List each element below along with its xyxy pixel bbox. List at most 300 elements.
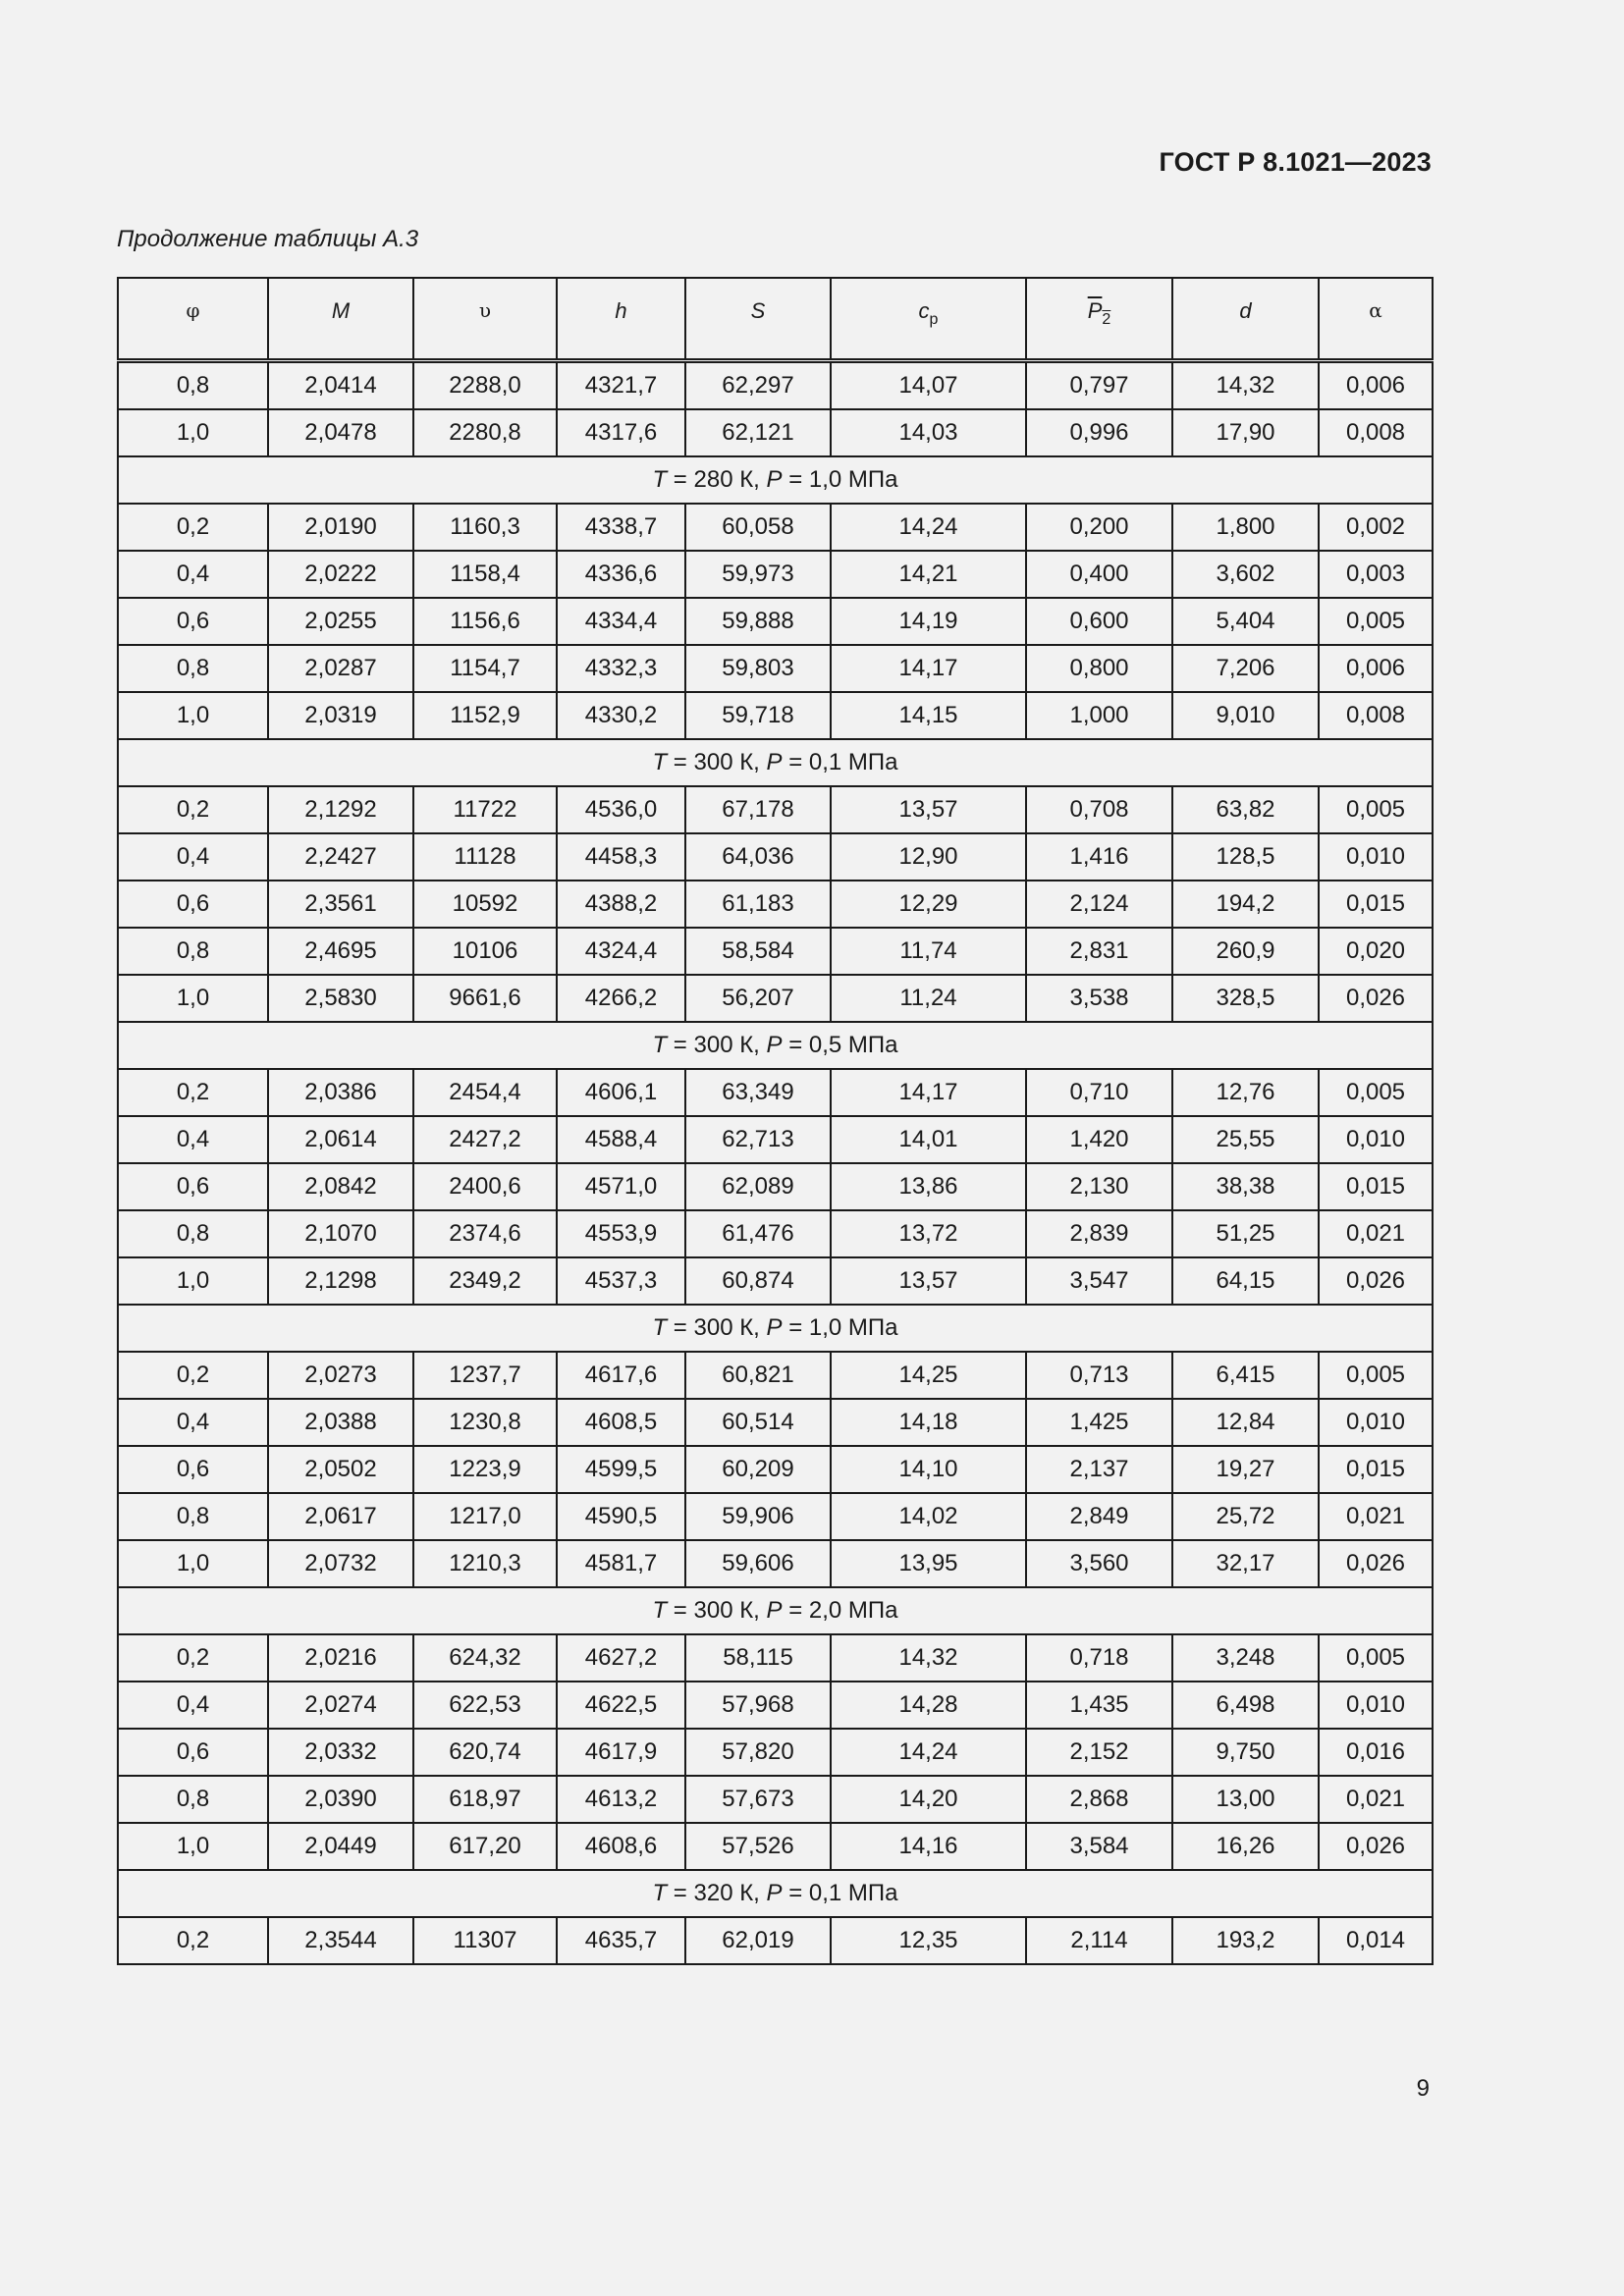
table-cell: 0,008 <box>1319 409 1433 456</box>
table-cell: 2,4695 <box>268 928 413 975</box>
table-cell: 0,8 <box>118 1210 268 1257</box>
table-cell: 2400,6 <box>413 1163 557 1210</box>
table-cell: 1237,7 <box>413 1352 557 1399</box>
table-row <box>118 1069 1433 1116</box>
table-cell: 4266,2 <box>557 975 685 1022</box>
table-cell: 1,435 <box>1026 1682 1172 1729</box>
table-cell: 4317,6 <box>557 409 685 456</box>
table-cell: 0,010 <box>1319 1116 1433 1163</box>
table-cell: 9,010 <box>1172 692 1319 739</box>
table-cell: 62,121 <box>685 409 831 456</box>
table-cell: 57,526 <box>685 1823 831 1870</box>
table-cell: 0,6 <box>118 881 268 928</box>
table-cell: 1,0 <box>118 692 268 739</box>
table-cell: 59,606 <box>685 1540 831 1587</box>
table-cell: 60,209 <box>685 1446 831 1493</box>
table-cell: 59,803 <box>685 645 831 692</box>
table-cell: 0,020 <box>1319 928 1433 975</box>
table-cell: 14,10 <box>831 1446 1026 1493</box>
group-p-sym: P <box>766 465 783 493</box>
table-cell: 4324,4 <box>557 928 685 975</box>
table-cell: 14,17 <box>831 1069 1026 1116</box>
table-cell: 14,24 <box>831 504 1026 551</box>
group-p-text: = 0,1 МПа <box>782 748 898 775</box>
table-cell: 1152,9 <box>413 692 557 739</box>
table-cell: 2,0287 <box>268 645 413 692</box>
group-condition <box>118 739 1433 786</box>
table-cell: 4332,3 <box>557 645 685 692</box>
group-p-sym: P <box>766 1031 783 1058</box>
table-cell: 38,38 <box>1172 1163 1319 1210</box>
table-cell: 3,547 <box>1026 1257 1172 1305</box>
table-row <box>118 598 1433 645</box>
table-cell: 2,0386 <box>268 1069 413 1116</box>
table-cell: 4617,6 <box>557 1352 685 1399</box>
table-row <box>118 1493 1433 1540</box>
group-t-sym: T <box>652 1596 668 1624</box>
table-cell: 0,026 <box>1319 1823 1433 1870</box>
data-table <box>117 277 1434 1965</box>
group-t-sym: T <box>652 1313 668 1341</box>
table-cell: 13,57 <box>831 786 1026 833</box>
table-cell: 4537,3 <box>557 1257 685 1305</box>
table-cell: 0,016 <box>1319 1729 1433 1776</box>
table-cell: 12,35 <box>831 1917 1026 1964</box>
group-t-text: = 300 К, <box>667 748 767 775</box>
table-cell: 3,602 <box>1172 551 1319 598</box>
group-p-text: = 1,0 МПа <box>782 465 898 493</box>
table-cell: 0,2 <box>118 1352 268 1399</box>
group-t-text: = 280 К, <box>667 465 767 493</box>
table-cell: 59,973 <box>685 551 831 598</box>
table-cell: 2,831 <box>1026 928 1172 975</box>
table-cell: 3,584 <box>1026 1823 1172 1870</box>
table-header <box>118 278 1433 360</box>
table-cell: 4581,7 <box>557 1540 685 1587</box>
table-cell: 9,750 <box>1172 1729 1319 1776</box>
table-cell: 0,8 <box>118 928 268 975</box>
column-subscript: p <box>929 311 939 328</box>
table-cell: 60,821 <box>685 1352 831 1399</box>
table-cell: 0,2 <box>118 786 268 833</box>
table-cell: 2427,2 <box>413 1116 557 1163</box>
table-cell: 0,021 <box>1319 1776 1433 1823</box>
table-cell: 0,008 <box>1319 692 1433 739</box>
table-cell: 0,8 <box>118 645 268 692</box>
table-row <box>118 1540 1433 1587</box>
table-cell: 2,0332 <box>268 1729 413 1776</box>
table-cell: 624,32 <box>413 1634 557 1682</box>
table-cell: 4588,4 <box>557 1116 685 1163</box>
table-row <box>118 1634 1433 1682</box>
table-cell: 2,0617 <box>268 1493 413 1540</box>
table-cell: 6,415 <box>1172 1352 1319 1399</box>
table-cell: 9661,6 <box>413 975 557 1022</box>
table-cell: 328,5 <box>1172 975 1319 1022</box>
table-cell: 0,4 <box>118 1116 268 1163</box>
table-cell: 58,584 <box>685 928 831 975</box>
table-cell: 13,72 <box>831 1210 1026 1257</box>
table-cell: 0,010 <box>1319 1399 1433 1446</box>
table-cell: 4336,6 <box>557 551 685 598</box>
table-cell: 2,0414 <box>268 360 413 409</box>
column-symbol: d <box>1239 298 1252 323</box>
table-cell: 0,2 <box>118 1069 268 1116</box>
table-cell: 1,0 <box>118 409 268 456</box>
table-cell: 67,178 <box>685 786 831 833</box>
column-symbol: h <box>615 298 627 323</box>
table-cell: 2,849 <box>1026 1493 1172 1540</box>
table-cell: 1210,3 <box>413 1540 557 1587</box>
table-cell: 12,84 <box>1172 1399 1319 1446</box>
table-cell: 4608,5 <box>557 1399 685 1446</box>
table-cell: 58,115 <box>685 1634 831 1682</box>
table-cell: 0,996 <box>1026 409 1172 456</box>
table-cell: 10106 <box>413 928 557 975</box>
table-cell: 11722 <box>413 786 557 833</box>
table-cell: 10592 <box>413 881 557 928</box>
group-t-text: = 300 К, <box>667 1596 767 1624</box>
table-cell: 60,058 <box>685 504 831 551</box>
table-cell: 0,005 <box>1319 1352 1433 1399</box>
table-cell: 4338,7 <box>557 504 685 551</box>
table-row <box>118 692 1433 739</box>
table-cell: 0,4 <box>118 1682 268 1729</box>
table-cell: 62,713 <box>685 1116 831 1163</box>
table-cell: 14,15 <box>831 692 1026 739</box>
table-cell: 0,003 <box>1319 551 1433 598</box>
table-cell: 14,24 <box>831 1729 1026 1776</box>
table-cell: 0,002 <box>1319 504 1433 551</box>
table-cell: 14,19 <box>831 598 1026 645</box>
table-cell: 14,18 <box>831 1399 1026 1446</box>
group-t-sym: T <box>652 748 668 775</box>
group-t-text: = 300 К, <box>667 1313 767 1341</box>
table-cell: 1,425 <box>1026 1399 1172 1446</box>
table-cell: 0,718 <box>1026 1634 1172 1682</box>
column-symbol: υ <box>478 298 492 322</box>
table-cell: 0,2 <box>118 1917 268 1964</box>
table-cell: 12,76 <box>1172 1069 1319 1116</box>
table-cell: 0,4 <box>118 833 268 881</box>
table-cell: 2,0222 <box>268 551 413 598</box>
table-cell: 63,349 <box>685 1069 831 1116</box>
table-cell: 14,03 <box>831 409 1026 456</box>
table-cell: 1,420 <box>1026 1116 1172 1163</box>
group-condition <box>118 1022 1433 1069</box>
column-symbol: $\overline{P}$ <box>1087 298 1103 323</box>
table-cell: 25,55 <box>1172 1116 1319 1163</box>
table-cell: 4321,7 <box>557 360 685 409</box>
table-cell: 2,0478 <box>268 409 413 456</box>
table-cell: 2,0319 <box>268 692 413 739</box>
table-cell: 2374,6 <box>413 1210 557 1257</box>
table-cell: 4590,5 <box>557 1493 685 1540</box>
table-row <box>118 1399 1433 1446</box>
table-cell: 0,200 <box>1026 504 1172 551</box>
table-cell: 3,538 <box>1026 975 1172 1022</box>
column-symbol: φ <box>186 298 200 322</box>
table-cell: 1,0 <box>118 1257 268 1305</box>
table-cell: 13,95 <box>831 1540 1026 1587</box>
group-p-text: = 1,0 МПа <box>782 1313 898 1341</box>
table-row <box>118 1729 1433 1776</box>
table-cell: 2,0842 <box>268 1163 413 1210</box>
table-cell: 0,026 <box>1319 1257 1433 1305</box>
column-header <box>118 278 268 360</box>
table-row <box>118 1917 1433 1964</box>
table-row <box>118 1116 1433 1163</box>
table-cell: 19,27 <box>1172 1446 1319 1493</box>
table-cell: 11128 <box>413 833 557 881</box>
table-cell: 0,8 <box>118 1776 268 1823</box>
table-cell: 0,600 <box>1026 598 1172 645</box>
table-row <box>118 833 1433 881</box>
group-t-sym: T <box>652 1879 668 1906</box>
table-row <box>118 975 1433 1022</box>
table-cell: 14,16 <box>831 1823 1026 1870</box>
table-cell: 0,021 <box>1319 1493 1433 1540</box>
table-cell: 1154,7 <box>413 645 557 692</box>
table-cell: 14,28 <box>831 1682 1026 1729</box>
table-cell: 13,00 <box>1172 1776 1319 1823</box>
table-cell: 2,1298 <box>268 1257 413 1305</box>
table-cell: 6,498 <box>1172 1682 1319 1729</box>
table-cell: 0,6 <box>118 1163 268 1210</box>
table-cell: 2,0190 <box>268 504 413 551</box>
table-cell: 0,713 <box>1026 1352 1172 1399</box>
group-header-row <box>118 739 1433 786</box>
table-cell: 2280,8 <box>413 409 557 456</box>
group-condition <box>118 1587 1433 1634</box>
table-cell: 0,026 <box>1319 975 1433 1022</box>
table-cell: 0,708 <box>1026 786 1172 833</box>
group-t-sym: T <box>652 465 668 493</box>
group-p-sym: P <box>766 1879 783 1906</box>
table-cell: 193,2 <box>1172 1917 1319 1964</box>
group-t-sym: T <box>652 1031 668 1058</box>
table-cell: 0,2 <box>118 1634 268 1682</box>
table-cell: 0,4 <box>118 551 268 598</box>
table-cell: 2,0255 <box>268 598 413 645</box>
table-cell: 51,25 <box>1172 1210 1319 1257</box>
table-cell: 0,6 <box>118 1446 268 1493</box>
table-cell: 2,130 <box>1026 1163 1172 1210</box>
table-cell: 2454,4 <box>413 1069 557 1116</box>
table-cell: 1156,6 <box>413 598 557 645</box>
table-cell: 0,005 <box>1319 1069 1433 1116</box>
table-cell: 194,2 <box>1172 881 1319 928</box>
table-cell: 4617,9 <box>557 1729 685 1776</box>
table-cell: 5,404 <box>1172 598 1319 645</box>
table-cell: 4627,2 <box>557 1634 685 1682</box>
column-header <box>413 278 557 360</box>
table-cell: 61,183 <box>685 881 831 928</box>
group-header-row <box>118 456 1433 504</box>
table-row <box>118 504 1433 551</box>
table-cell: 2,0390 <box>268 1776 413 1823</box>
table-cell: 2,0449 <box>268 1823 413 1870</box>
table-cell: 620,74 <box>413 1729 557 1776</box>
table-row <box>118 1823 1433 1870</box>
table-cell: 2,0732 <box>268 1540 413 1587</box>
group-p-text: = 2,0 МПа <box>782 1596 898 1624</box>
table-cell: 0,014 <box>1319 1917 1433 1964</box>
table-row <box>118 1163 1433 1210</box>
table-cell: 4388,2 <box>557 881 685 928</box>
table-cell: 0,400 <box>1026 551 1172 598</box>
table-cell: 64,036 <box>685 833 831 881</box>
group-t-text: = 320 К, <box>667 1879 767 1906</box>
table-cell: 4622,5 <box>557 1682 685 1729</box>
table-cell: 0,005 <box>1319 598 1433 645</box>
table-cell: 11,24 <box>831 975 1026 1022</box>
table-cell: 3,248 <box>1172 1634 1319 1682</box>
column-header <box>685 278 831 360</box>
table-cell: 0,005 <box>1319 1634 1433 1682</box>
table-cell: 59,906 <box>685 1493 831 1540</box>
table-cell: 0,6 <box>118 598 268 645</box>
table-row <box>118 928 1433 975</box>
table-cell: 0,026 <box>1319 1540 1433 1587</box>
table-cell: 4536,0 <box>557 786 685 833</box>
table-cell: 4330,2 <box>557 692 685 739</box>
table-cell: 0,2 <box>118 504 268 551</box>
table-cell: 2,0388 <box>268 1399 413 1446</box>
table-cell: 62,019 <box>685 1917 831 1964</box>
table-cell: 2,0216 <box>268 1634 413 1682</box>
table-cell: 4571,0 <box>557 1163 685 1210</box>
table-row <box>118 645 1433 692</box>
table-cell: 2,1292 <box>268 786 413 833</box>
table-cell: 0,021 <box>1319 1210 1433 1257</box>
table-cell: 60,874 <box>685 1257 831 1305</box>
table-cell: 1,800 <box>1172 504 1319 551</box>
table-cell: 2,3544 <box>268 1917 413 1964</box>
group-p-text: = 0,1 МПа <box>782 1879 898 1906</box>
column-header <box>557 278 685 360</box>
table-cell: 2,0273 <box>268 1352 413 1399</box>
table-cell: 13,57 <box>831 1257 1026 1305</box>
table-cell: 1,416 <box>1026 833 1172 881</box>
table-cell: 260,9 <box>1172 928 1319 975</box>
column-symbol: M <box>331 298 351 323</box>
table-cell: 2349,2 <box>413 1257 557 1305</box>
column-header <box>268 278 413 360</box>
table-row <box>118 1682 1433 1729</box>
table-cell: 1158,4 <box>413 551 557 598</box>
table-cell: 59,718 <box>685 692 831 739</box>
table-cell: 14,01 <box>831 1116 1026 1163</box>
table-row <box>118 1446 1433 1493</box>
table-cell: 4635,7 <box>557 1917 685 1964</box>
table-cell: 0,8 <box>118 1493 268 1540</box>
table-cell: 14,20 <box>831 1776 1026 1823</box>
table-cell: 14,21 <box>831 551 1026 598</box>
group-condition <box>118 1870 1433 1917</box>
table-cell: 3,560 <box>1026 1540 1172 1587</box>
table-cell: 14,07 <box>831 360 1026 409</box>
table-cell: 1230,8 <box>413 1399 557 1446</box>
column-header <box>1026 278 1172 360</box>
group-p-sym: P <box>766 1596 783 1624</box>
table-cell: 0,710 <box>1026 1069 1172 1116</box>
table-cell: 1,0 <box>118 975 268 1022</box>
table-cell: 1160,3 <box>413 504 557 551</box>
group-header-row <box>118 1305 1433 1352</box>
table-cell: 12,29 <box>831 881 1026 928</box>
table-cell: 2,137 <box>1026 1446 1172 1493</box>
table-cell: 60,514 <box>685 1399 831 1446</box>
table-body <box>118 360 1433 1964</box>
table-cell: 63,82 <box>1172 786 1319 833</box>
table-cell: 4608,6 <box>557 1823 685 1870</box>
table-cell: 62,089 <box>685 1163 831 1210</box>
table-cell: 0,015 <box>1319 881 1433 928</box>
table-cell: 16,26 <box>1172 1823 1319 1870</box>
table-cell: 56,207 <box>685 975 831 1022</box>
group-t-text: = 300 К, <box>667 1031 767 1058</box>
table-row <box>118 1210 1433 1257</box>
group-p-text: = 0,5 МПа <box>782 1031 898 1058</box>
group-header-row <box>118 1870 1433 1917</box>
table-cell: 1223,9 <box>413 1446 557 1493</box>
group-condition <box>118 1305 1433 1352</box>
table-row <box>118 409 1433 456</box>
column-symbol: c <box>918 298 930 323</box>
table-cell: 2,839 <box>1026 1210 1172 1257</box>
table-cell: 0,006 <box>1319 645 1433 692</box>
table-cell: 25,72 <box>1172 1493 1319 1540</box>
group-header-row <box>118 1022 1433 1069</box>
table-row <box>118 360 1433 409</box>
table-row <box>118 1352 1433 1399</box>
table-cell: 57,673 <box>685 1776 831 1823</box>
table-cell: 13,86 <box>831 1163 1026 1210</box>
table-cell: 0,005 <box>1319 786 1433 833</box>
table-caption: Продолжение таблицы А.3 <box>117 226 419 252</box>
table-cell: 622,53 <box>413 1682 557 1729</box>
table-cell: 4458,3 <box>557 833 685 881</box>
table-cell: 2,0614 <box>268 1116 413 1163</box>
table-cell: 64,15 <box>1172 1257 1319 1305</box>
table-cell: 2,0274 <box>268 1682 413 1729</box>
table-cell: 2,0502 <box>268 1446 413 1493</box>
table-cell: 2288,0 <box>413 360 557 409</box>
table-cell: 57,820 <box>685 1729 831 1776</box>
column-subscript: 2 <box>1102 311 1111 328</box>
table-cell: 0,010 <box>1319 1682 1433 1729</box>
table-cell: 57,968 <box>685 1682 831 1729</box>
table-cell: 4613,2 <box>557 1776 685 1823</box>
table-cell: 2,114 <box>1026 1917 1172 1964</box>
table-cell: 128,5 <box>1172 833 1319 881</box>
table-row <box>118 1776 1433 1823</box>
column-symbol: S <box>750 298 766 323</box>
column-header <box>831 278 1026 360</box>
table-row <box>118 551 1433 598</box>
table-cell: 1,000 <box>1026 692 1172 739</box>
table-cell: 4599,5 <box>557 1446 685 1493</box>
table-cell: 2,2427 <box>268 833 413 881</box>
table-cell: 61,476 <box>685 1210 831 1257</box>
table-cell: 0,006 <box>1319 360 1433 409</box>
group-header-row <box>118 1587 1433 1634</box>
table-cell: 2,3561 <box>268 881 413 928</box>
page-number: 9 <box>1416 2075 1430 2102</box>
table-cell: 11307 <box>413 1917 557 1964</box>
table-cell: 14,32 <box>831 1634 1026 1682</box>
